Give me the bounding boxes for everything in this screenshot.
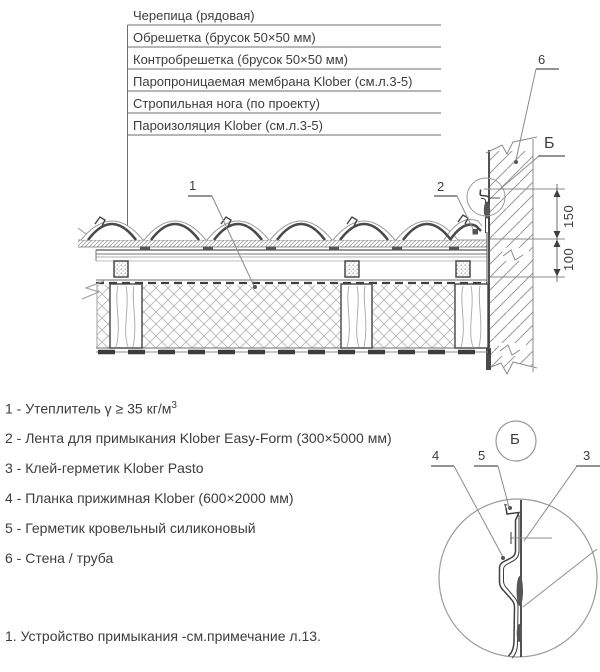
label-rafter: Стропильная нога (по проекту) [133, 96, 320, 111]
section-marker-b: Б [544, 135, 555, 152]
detail-callout-3-glue: 3 [583, 448, 591, 463]
label-vapor-barrier: Пароизоляция Klober (см.л.3-5) [133, 118, 323, 133]
battens-and-membrane [96, 250, 487, 283]
label-membrane: Паропроницаемая мембрана Klober (см.л.3-5) [133, 74, 413, 89]
callout-1-insulation: 1 [189, 178, 197, 193]
legend-item-6: 6 - Стена / труба [5, 550, 114, 566]
label-counter-battens: Контробрешетка (брусок 50×50 мм) [133, 52, 349, 67]
insulation-layer [82, 281, 490, 348]
legend-text: 1 - Утеплитель γ ≥ 35 кг/м [5, 400, 172, 417]
superscript-3: 3 [171, 400, 177, 411]
note-text: 1. Устройство примыкания -см.примечание л.13. [5, 628, 321, 644]
wall-section [486, 137, 537, 374]
legend-item-4: 4 - Планка прижимная Klober (600×2000 мм) [5, 490, 294, 506]
detail-callout-5-sealant: 5 [478, 448, 486, 463]
sealant-bead [517, 624, 522, 642]
legend-item-3: 3 - Клей-герметик Klober Pasto [5, 460, 204, 476]
label-tiles: Черепица (рядовая) [133, 8, 255, 23]
label-battens: Обрешетка (брусок 50×50 мм) [133, 30, 316, 45]
sealant-bead [517, 576, 523, 606]
dimension-150: 150 [561, 204, 576, 228]
detail-view [431, 421, 600, 658]
legend-item-5: 5 - Герметик кровельный силиконовый [5, 520, 256, 536]
tape-end-marker [473, 229, 479, 235]
legend-item-2: 2 - Лента для примыкания Klober Easy-Form (300×5000 мм) [5, 430, 392, 446]
counter-batten-block [456, 261, 470, 277]
roof-tiles [78, 215, 487, 250]
counter-batten-block [345, 261, 359, 277]
dimension-100: 100 [561, 247, 576, 271]
detail-callout-4-plank: 4 [432, 448, 440, 463]
counter-batten-block [114, 261, 128, 277]
legend-item-1 [5, 400, 177, 417]
clamp-strip-profile [500, 508, 520, 656]
callout-6-wall: 6 [538, 52, 546, 67]
callout-2-tape: 2 [437, 179, 445, 194]
detail-marker-b: Б [510, 431, 520, 448]
